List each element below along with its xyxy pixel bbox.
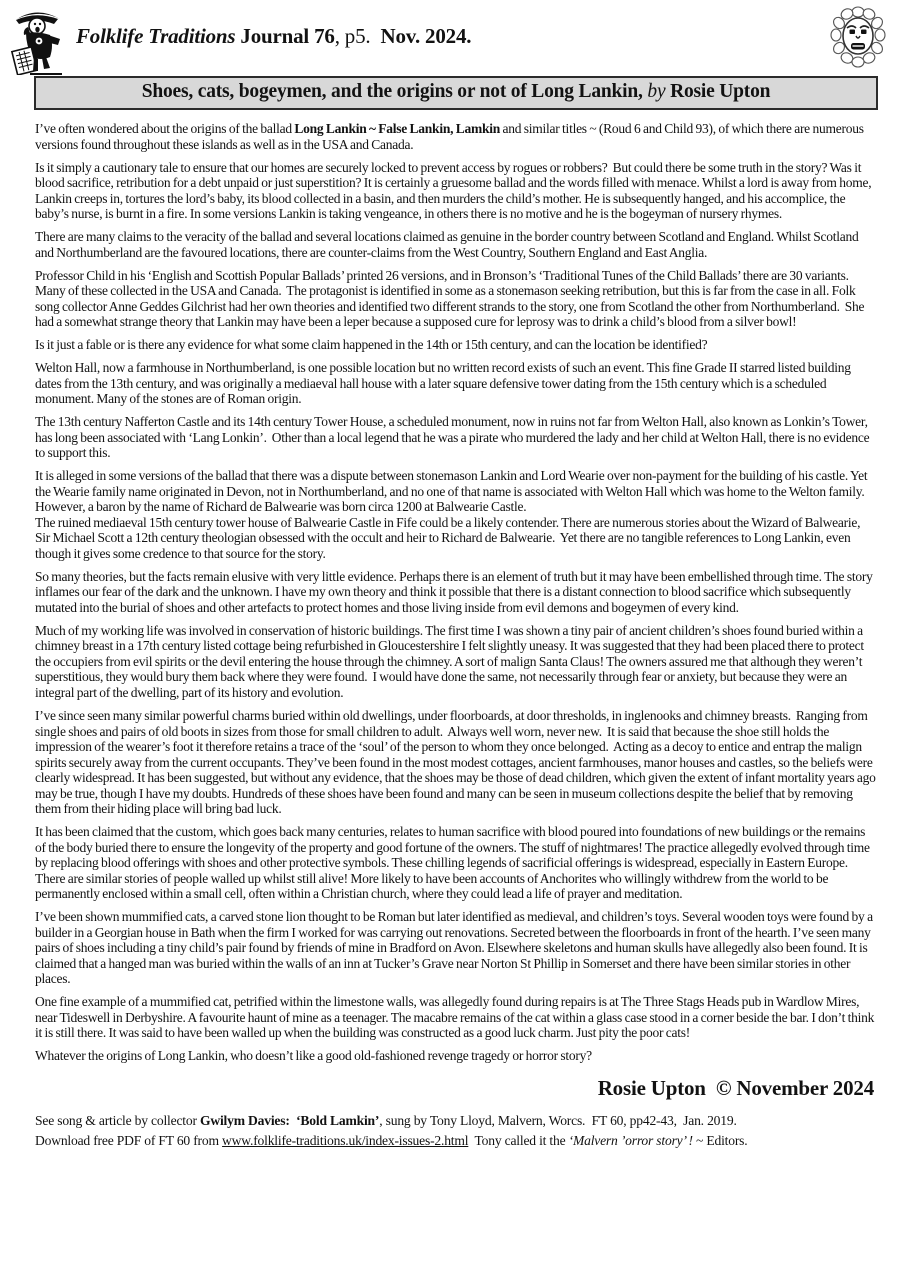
text-run: by [647, 81, 666, 102]
text-run: It has been claimed that the custom, which goes back many centuries, relates to human sacrifice with blood poured into foundations of new buildings or the remains of the body buried there to ensure the longevity of the property and good fortune of the owners. The stuff of nightmares! The practice allegedly evolved through time by replacing blood offerings with shoes and other protective symbols. These chilling legends of sacrificial offerings is widespread, especially in Eastern Europe. There are similar stories of people walled up whilst still alive! More likely to have been accounts of Anchorites who willingly withdrew from the world to be permanently enclosed within a small cell, often within a Christian church, where they could lead a life of prayer and meditation. [35, 824, 873, 902]
text-run: One fine example of a mummified cat, petrified within the limestone walls, was allegedly found during repairs is at The Three Stags Heads pub in Wardlow Mires, near Tideswell in Derbyshire. A favourite haunt of mine as a teenager. The macabre remains of the cat within a glass case stood in a corner beside the bar. I don’t think it is still there. It was said to have been walled up when the building was constructed as a good luck charm. Just pity the poor cats! [35, 994, 877, 1041]
paragraph [35, 229, 876, 260]
text-run: Tony called it the [468, 1133, 569, 1149]
paragraph [35, 360, 876, 407]
text-run: Whatever the origins of Long Lankin, who doesn’t like a good old-fashioned revenge tragedy or horror story? [35, 1048, 592, 1064]
masthead [0, 0, 910, 72]
paragraph [35, 160, 876, 222]
paragraph [35, 414, 876, 461]
text-run: Nov. 2024. [380, 24, 472, 48]
text-run: Rosie Upton [665, 81, 771, 102]
paragraph [35, 121, 876, 152]
paragraph [35, 623, 876, 701]
paragraph [35, 994, 876, 1041]
text-run: Much of my working life was involved in conservation of historic buildings. The first time I was shown a tiny pair of ancient children’s shoes found buried within a chimney breast in a 17th century listed cottage being refurbished in Gloucestershire I felt slightly uneasy. It was suggested that they had been placed there to protect the occupiers from evil spirits or the devil entering the house through the chimney. A sort of malign Santa Claus! The owners assured me that although they weren’t superstitious, they would bury them back where they were found. I would have done the same, not necessarily through fear or anxiety, but because they were an integral part of the dwelling, part of its history and evolution. [35, 622, 867, 700]
text-run: There are many claims to the veracity of the ballad and several locations claimed as genuine in the border country between Scotland and England. Whilst Scotland and Northumberland are the favoured locations, there are counter-claims from the West Country, Southern England and East Anglia. [35, 229, 861, 260]
paragraph [35, 1048, 876, 1064]
text-run: ~ Editors. [692, 1133, 748, 1149]
text-run: Folklife Traditions [76, 24, 236, 48]
text-run: Journal 76 [235, 24, 335, 48]
green-man-icon [830, 6, 886, 68]
paragraph [35, 909, 876, 987]
text-run: I’ve often wondered about the origins of the ballad [35, 121, 295, 136]
text-run: I’ve been shown mummified cats, a carved stone lion thought to be Roman but later identified as medieval, and children’s toys. Several wooden toys were found by a builder in a Georgian house in Bath when the firm I worked for was carrying out renovations. Secreted between the floorboards in front of the hearth. I’ve seen many pairs of shoes including a tiny child’s pair found by friends of mine in Bradford on Avon. Elsewhere skeletons and human skulls have allegedly also been found. It is claimed that a hanged man was buried within the walls of an inn at Tucker’s Grave near Norton St Phillip in Somerset and there have been similar stories in other places. [35, 909, 876, 987]
author-signature: Rosie Upton © November 2024 [597, 1075, 874, 1100]
text-run: Gwilym Davies: ‘Bold Lamkin’ [199, 1112, 380, 1128]
text-run: Is it just a fable or is there any evidence for what some claim happened in the 14th or 15th century, and can the location be identified? [35, 337, 708, 353]
text-run: The ruined mediaeval 15th century tower house of Balwearie Castle in Fife could be a likely contender. There are numerous stories about the Wizard of Balwearie, Sir Michael Scott a 12th century theologian obsessed with the occult and heir to Richard de Balwearie. Yet there are no tangible references to Long Lankin, even though it gives some credence to that source for the story. [35, 514, 863, 561]
paragraph [35, 569, 876, 616]
pdf-download-link[interactable]: www.folklife-traditions.uk/index-issues-2.html [222, 1133, 469, 1149]
text-run: ‘Malvern ’orror story’ ! [568, 1133, 693, 1149]
text-run: It is alleged in some versions of the ballad that there was a dispute between stonemason Lankin and Lord Wearie over non-payment for the building of his castle. Yet the Wearie family name originated in Devon, not in Northumberland, and no one of that name is associated with Welton Hall which was home to the Welton family. However, a baron by the name of Richard de Balwearie was born circa 1200 at Balwearie Castle. [35, 468, 870, 515]
paragraph [35, 337, 876, 353]
paragraph [35, 515, 876, 562]
journal-masthead-title [76, 24, 471, 49]
text-run: Welton Hall, now a farmhouse in Northumberland, is one possible location but no written record exists of such an event. This fine Grade II starred listed building dates from the 13th century, and was originally a mediaeval hall house with a later square defensive tower dating from the 15th century which is a scheduled monument. Many of the stones are of Roman origin. [35, 360, 854, 407]
text-run: Download free PDF of FT 60 from [35, 1133, 223, 1149]
text-run: So many theories, but the facts remain elusive with very little evidence. Perhaps there is an element of truth but it may have been embellished through time. The story inflames our fear of the dark and the unknown. I have my own theory and think it possible that there is a distant connection to blood sacrifice which subsequently mutated into the burial of shoes and other artefacts to protect homes and those living inside from evil demons and bogeymen of every kind. [35, 568, 876, 615]
paragraph [35, 268, 876, 330]
text-run: , p5. [334, 24, 381, 48]
text-run: The 13th century Nafferton Castle and its 14th century Tower House, a scheduled monument, now in ruins not far from Welton Hall, also known as Lonkin’s Tower, has long been associated with ‘Lang Lonkin’. Other than a local legend that he was a pirate who murdered the lady and her child at Welton Hall, there is no evidence to support this. [35, 414, 872, 461]
paragraph [35, 708, 879, 817]
text-run: See song & article by collector [35, 1112, 200, 1128]
text-run: Long Lankin ~ False Lankin, Lamkin [294, 121, 500, 136]
footer-line [35, 1131, 876, 1151]
text-run: and similar titles ~ (Roud 6 and Child 93), of which there are numerous versions found throughout these islands as well as in the USA and Canada. [35, 121, 867, 152]
text-run: Is it simply a cautionary tale to ensure that our homes are securely locked to prevent access by rogues or robbers? But could there be some truth in the story? Was it blood sacrifice, retribution for a debt unpaid or just superstition? It is certainly a gruesome ballad and the words filled with menace. Whilst a lord is away from home, Lankin creeps in, tortures the lord’s baby, its blood collected in a basin, and then murders the child’s mother. He is subsequently hanged, and his accomplice, the baby’s nurse, is burnt in a fire. In some versions Lankin is taking vengeance, in others there is no motive and he is the bogeyman of nursery rhymes. [35, 159, 874, 222]
text-run: , sung by Tony Lloyd, Malvern, Worcs. FT 60, pp42-43, Jan. 2019. [379, 1112, 737, 1128]
paragraph [35, 824, 876, 902]
text-run: I’ve since seen many similar powerful charms buried within old dwellings, under floorboards, at door thresholds, in inglenooks and chimney breasts. Ranging from single shoes and pairs of old boots in sizes from those for small children to adult. Always well worn, never new. It is said that because the shoe still holds the impression of the wearer’s foot it therefore retains a trace of the ‘soul’ of the person to whom they once belonged. Acting as a decoy to entice and entrap the malign spirits securely away from the current occupants. They’ve been found in the most modest cottages, ancient farmhouses, manor houses and castles, so the beliefs were clearly widespread. It has been suggested, but without any evidence, that the shoes may be those of dead children, which given the extent of infant mortality years ago may be true, though I have my doubts. Hundreds of these shoes have been found and many can be seen in museum collections despite the belief that by removing them from their hiding place will bring bad luck. [35, 708, 879, 817]
text-run: Professor Child in his ‘English and Scottish Popular Ballads’ printed 26 versions, and in Bronson’s ‘Traditional Tunes of the Child Ballads’ there are 30 variants. Many of these collected in the USA and Canada. The protagonist is identified in some as a stonemason seeking retribution, but this is far from the case in all. Folk song collector Anne Geddes Gilchrist had her own theories and identified two different strands to the story, one from Scotland the other from Northumberland. She had a somewhat strange theory that Lankin may have been a leper because a supposed cure for leprosy was to drink a child’s blood from a silver bowl! [35, 267, 867, 330]
paragraph [35, 468, 876, 515]
footer-note [35, 1111, 876, 1152]
ballad-singer-woodcut-icon [8, 5, 64, 75]
footer-line [35, 1111, 876, 1131]
article-body [35, 121, 879, 1064]
article-title-bar [34, 76, 878, 110]
text-run: Shoes, cats, bogeymen, and the origins or not of Long Lankin, [141, 81, 648, 102]
